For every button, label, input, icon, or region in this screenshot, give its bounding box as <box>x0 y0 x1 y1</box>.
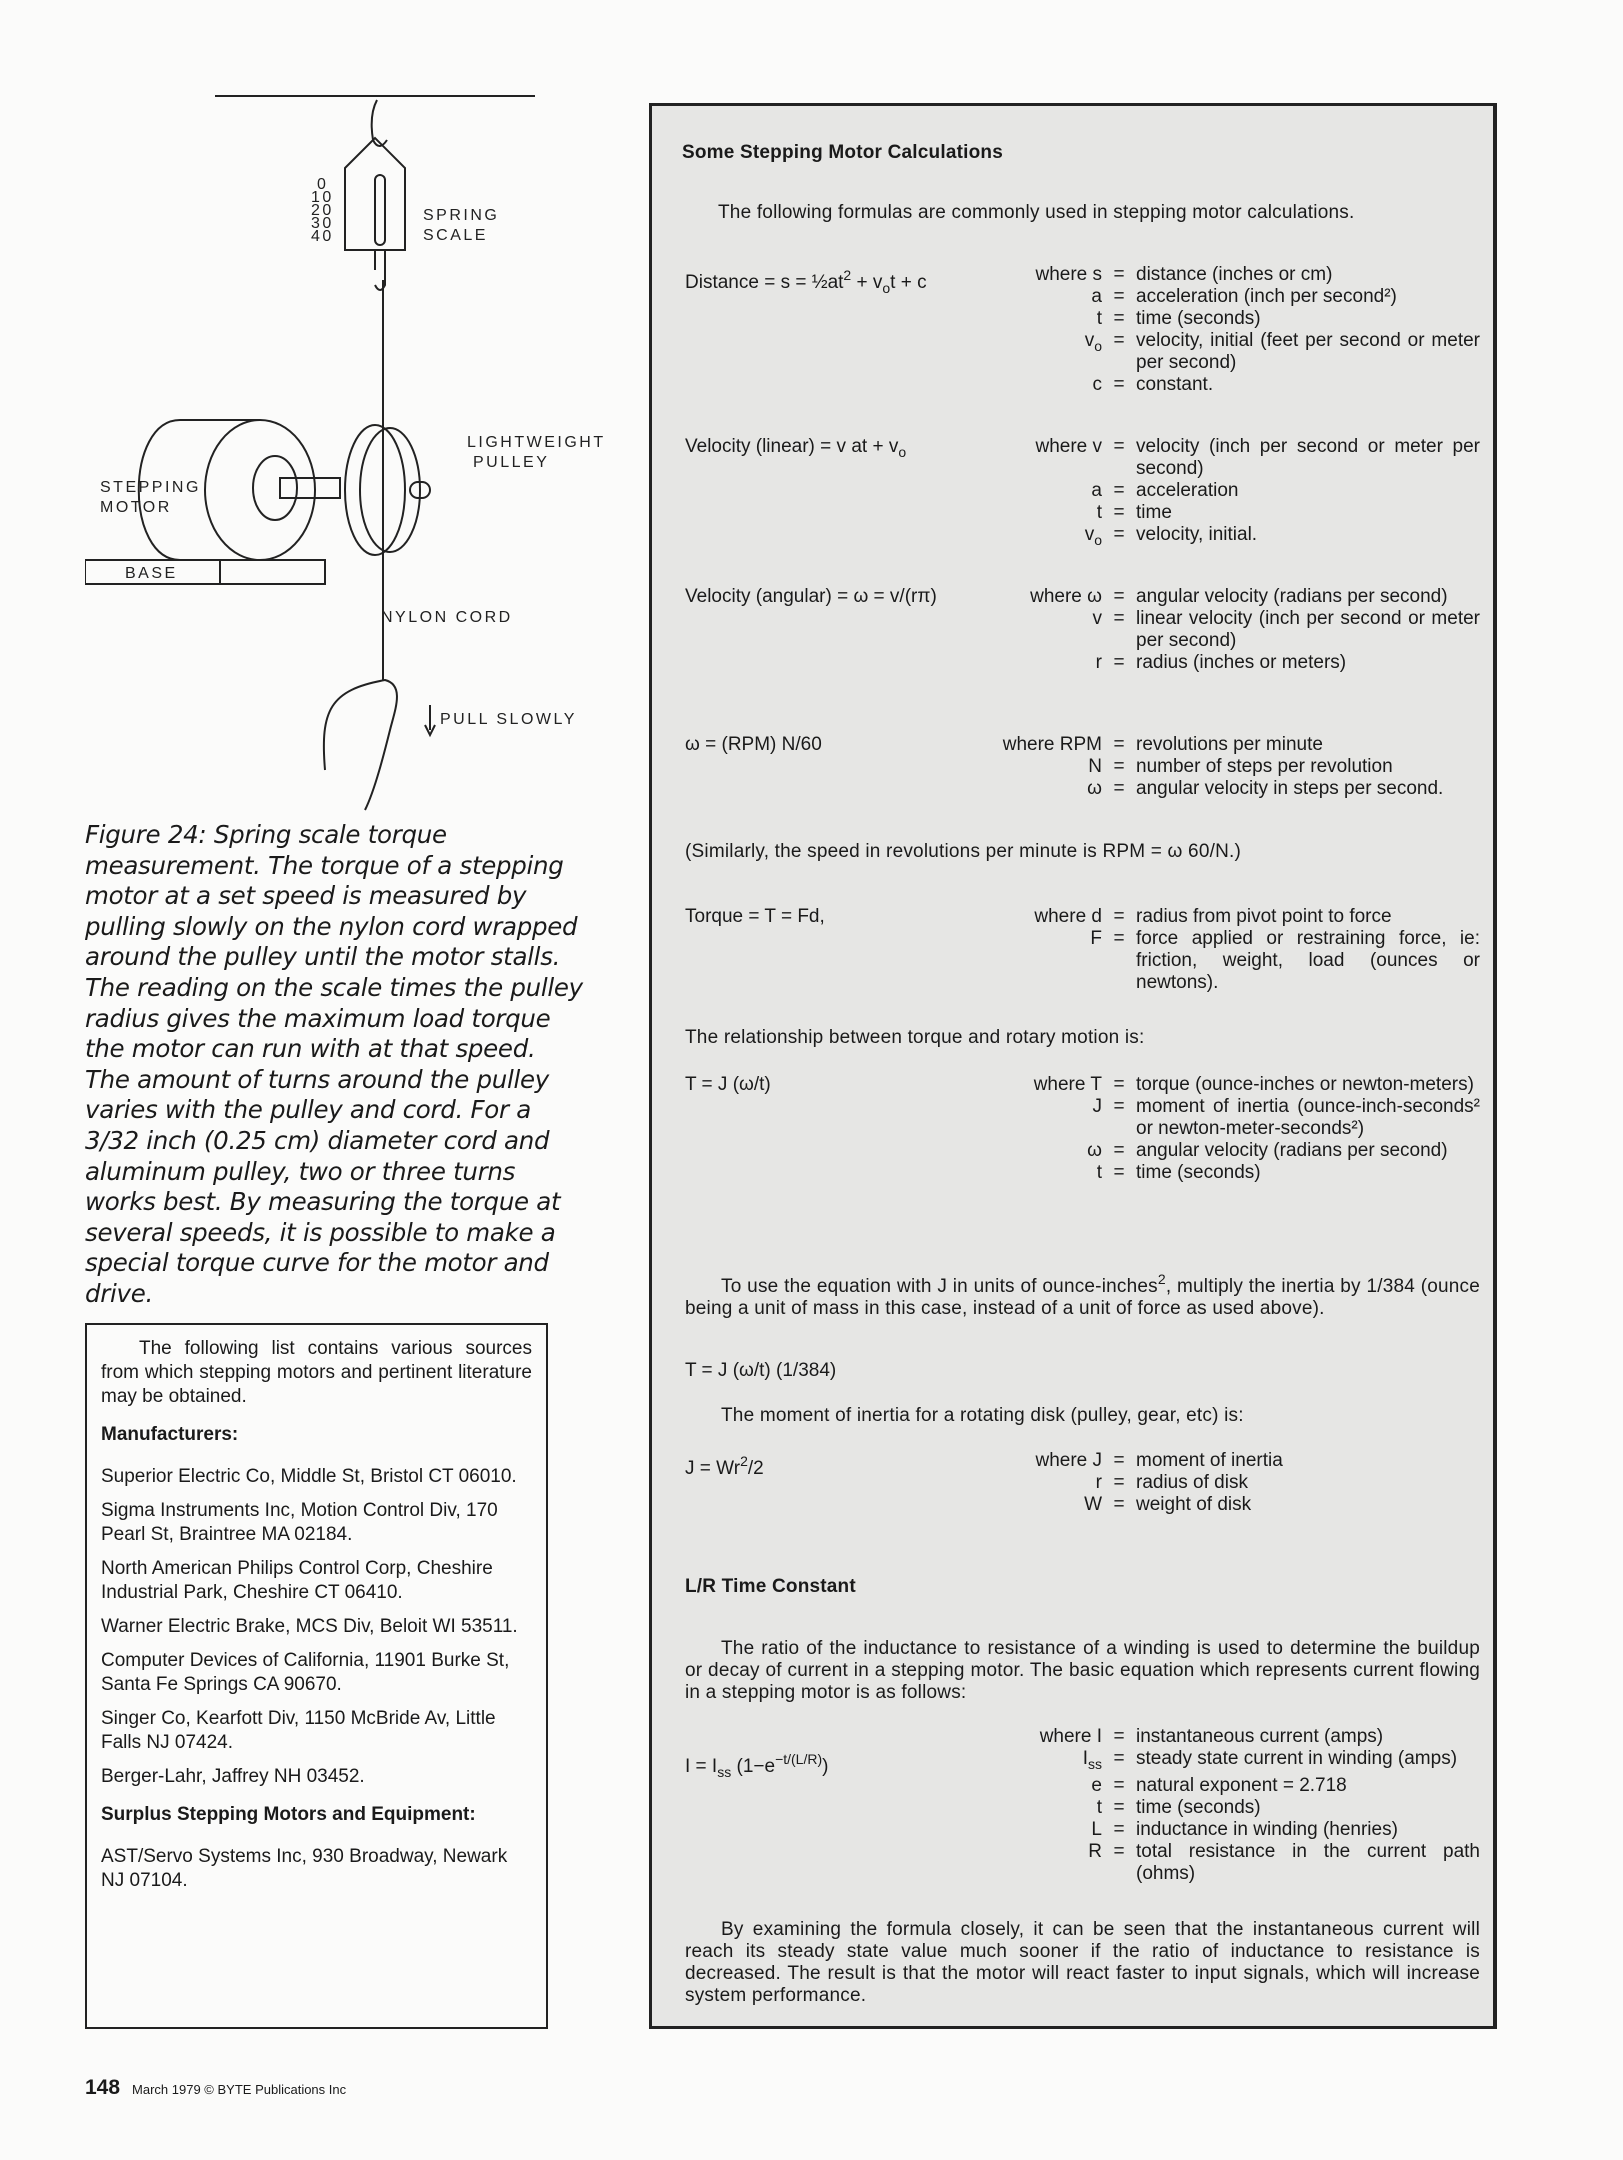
label-base: BASE <box>125 565 178 582</box>
variable <box>872 652 1102 674</box>
formula-text: Velocity (linear) = v at + v <box>685 436 899 457</box>
variable <box>872 330 1102 374</box>
formula <box>685 1074 771 1096</box>
formula-text: a <box>1091 480 1102 501</box>
equals-sign: = <box>1113 1472 1125 1493</box>
formula-text: ω = (RPM) N/60 <box>685 734 822 755</box>
formula-text: ω <box>1087 1140 1102 1161</box>
formula-text: v <box>1092 608 1102 629</box>
variable <box>872 1748 1102 1775</box>
page-footer <box>85 2076 346 2100</box>
similarly-note: (Similarly, the speed in revolutions per minute is RPM = ω 60/N.) <box>685 841 1241 862</box>
variable <box>872 778 1102 800</box>
relationship-text: The relationship between torque and rotary motion is: <box>685 1027 1145 1048</box>
formula <box>685 1450 764 1480</box>
superscript: 2 <box>843 267 852 283</box>
variable <box>872 374 1102 396</box>
equals-sign: = <box>1113 1726 1125 1747</box>
manufacturers-list <box>101 1465 532 1789</box>
equals-sign: = <box>1113 330 1125 351</box>
manufacturer-entry: Sigma Instruments Inc, Motion Control Div, 170 Pearl St, Braintree MA 02184. <box>101 1500 498 1545</box>
variable <box>872 1494 1102 1516</box>
equals-sign: = <box>1113 480 1125 501</box>
panel-title: Some Stepping Motor Calculations <box>682 142 1003 163</box>
formula-text: T = J (ω/t) <box>685 1074 771 1095</box>
equals-sign: = <box>1113 308 1125 329</box>
sources-intro: The following list contains various sources from which stepping motors and pertinent literature may be obtained. <box>101 1338 532 1407</box>
calculations-panel <box>649 103 1497 2029</box>
subscript: o <box>882 280 891 296</box>
equals-sign: = <box>1113 1140 1125 1161</box>
variable-definitions <box>872 1726 1480 1885</box>
moment-text: The moment of inertia for a rotating disk (pulley, gear, etc) is: <box>721 1405 1244 1426</box>
label-pull-slowly: PULL SLOWLY <box>440 711 577 728</box>
variable <box>872 1819 1102 1841</box>
variable-description: angular velocity (radians per second) <box>1136 1140 1448 1161</box>
formula <box>685 1360 836 1382</box>
manufacturer-entry: Computer Devices of California, 11901 Burke St, Santa Fe Springs CA 90670. <box>101 1650 510 1695</box>
equals-sign: = <box>1113 524 1125 545</box>
variable-description: acceleration <box>1136 480 1239 501</box>
copyright: March 1979 © BYTE Publications Inc <box>132 2082 347 2097</box>
formula-text: where I <box>1039 1726 1102 1747</box>
formula-text: where J <box>1035 1450 1102 1471</box>
scale-tick: 10 <box>311 189 334 206</box>
equals-sign: = <box>1113 1096 1125 1117</box>
label-lightweight: LIGHTWEIGHT <box>467 434 606 451</box>
formula-text: , multiply the inertia by 1/384 (ounce being a unit of mass in this case, instead of a unit of force as used above). <box>685 1276 1481 1319</box>
variable <box>872 608 1102 652</box>
scale-tick: 0 <box>317 176 329 193</box>
variable-description: natural exponent = 2.718 <box>1136 1775 1347 1796</box>
subscript: o <box>1094 338 1102 354</box>
subscript: ss <box>1088 1756 1102 1772</box>
variable <box>872 1450 1102 1472</box>
sources-box <box>85 1323 548 2029</box>
variable-description: time (seconds) <box>1136 1162 1261 1183</box>
variable <box>872 1096 1102 1140</box>
variable-description: steady state current in winding (amps) <box>1136 1748 1458 1769</box>
manufacturer-entry: North American Philips Control Corp, Cheshire Industrial Park, Cheshire CT 06410. <box>101 1558 493 1603</box>
variable <box>872 1841 1102 1885</box>
variable <box>872 1726 1102 1748</box>
hand-icon <box>324 680 397 810</box>
equals-sign: = <box>1113 586 1125 607</box>
variable <box>872 756 1102 778</box>
equals-sign: = <box>1113 756 1125 777</box>
label-pulley: PULLEY <box>473 454 550 471</box>
formula-text: where ω <box>1030 586 1102 607</box>
equals-sign: = <box>1113 502 1125 523</box>
panel-intro: The following formulas are commonly used in stepping motor calculations. <box>718 202 1355 223</box>
superscript: −t/(L/R) <box>775 1751 823 1767</box>
equals-sign: = <box>1113 264 1125 285</box>
variable-description: force applied or restraining force, ie: friction, weight, load (ounces or newtons). <box>1136 928 1480 993</box>
formula <box>685 734 822 756</box>
variable-description: radius from pivot point to force <box>1136 906 1392 927</box>
equals-sign: = <box>1113 652 1125 673</box>
formula-text: where v <box>1035 436 1102 457</box>
formula-text: N <box>1088 756 1102 777</box>
examining-text: By examining the formula closely, it can be seen that the instantaneous current will reach its steady state value much sooner if the ratio of inductance to resistance is decreased. The result is that the motor will react faster to input signals, which will increase system performance. <box>685 1919 1480 2006</box>
variable-definitions <box>872 436 1480 551</box>
ounce-inches-note <box>685 1268 1480 1320</box>
formula-text: v <box>1084 524 1095 545</box>
variable <box>872 906 1102 928</box>
variable-description: time (seconds) <box>1136 1797 1261 1818</box>
manufacturer-entry: Singer Co, Kearfott Div, 1150 McBride Av, Little Falls NJ 07424. <box>101 1708 496 1753</box>
variable-description: velocity, initial. <box>1136 524 1258 545</box>
formula-text: J = Wr <box>685 1458 741 1479</box>
superscript: 2 <box>1157 1271 1166 1287</box>
variable-description: time (seconds) <box>1136 308 1261 329</box>
variable-description: linear velocity (inch per second or meter per second) <box>1136 608 1480 651</box>
formula-text: I <box>1082 1748 1088 1769</box>
equals-sign: = <box>1113 906 1125 927</box>
formula-text: Velocity (angular) = ω = v/(rπ) <box>685 586 937 607</box>
formula-text: Distance = s = ½at <box>685 272 844 293</box>
variable-description: torque (ounce-inches or newton-meters) <box>1136 1074 1474 1095</box>
variable-description: velocity, initial (feet per second or meter per second) <box>1136 330 1480 373</box>
variable <box>872 1775 1102 1797</box>
variable <box>872 502 1102 524</box>
formula-text: (1−e <box>731 1756 776 1777</box>
variable-description: moment of inertia (ounce-inch-seconds² or newton-meter-seconds²) <box>1136 1096 1480 1139</box>
formula-text: W <box>1084 1494 1102 1515</box>
subscript: o <box>898 444 907 460</box>
formula-text: Torque = T = Fd, <box>685 906 825 927</box>
variable <box>872 586 1102 608</box>
label-spring: SPRING <box>423 207 500 224</box>
variable-description: velocity (inch per second or meter per second) <box>1136 436 1480 479</box>
variable <box>872 1472 1102 1494</box>
equals-sign: = <box>1113 1841 1125 1862</box>
lr-heading: L/R Time Constant <box>685 1576 856 1597</box>
equals-sign: = <box>1113 1494 1125 1515</box>
formula-text: where RPM <box>1002 734 1102 755</box>
page-number: 148 <box>85 2076 121 2099</box>
variable <box>872 436 1102 480</box>
scale-tick: 20 <box>311 202 334 219</box>
ratio-text: The ratio of the inductance to resistance of a winding is used to determine the buildup or decay of current in a stepping motor. The basic equation which represents current flowing in a stepping motor is as follows: <box>685 1638 1480 1703</box>
superscript: 2 <box>740 1453 748 1469</box>
formula-text: r <box>1095 652 1102 673</box>
variable <box>872 286 1102 308</box>
equals-sign: = <box>1113 286 1125 307</box>
manufacturer-entry: Superior Electric Co, Middle St, Bristol CT 06010. <box>101 1466 517 1487</box>
variable-definitions <box>872 906 1480 994</box>
formula-text: + v <box>851 272 883 293</box>
variable-description: moment of inertia <box>1136 1450 1283 1471</box>
scale-tick: 30 <box>311 215 334 232</box>
manufacturers-heading: Manufacturers: <box>101 1424 239 1445</box>
subscript: ss <box>717 1764 732 1780</box>
formula-text: R <box>1088 1841 1102 1862</box>
formula-text: t <box>1096 1162 1102 1183</box>
surplus-list <box>101 1845 532 1893</box>
variable-description: weight of disk <box>1136 1494 1252 1515</box>
variable-description: radius (inches or meters) <box>1136 652 1347 673</box>
variable-description: constant. <box>1136 374 1214 395</box>
equals-sign: = <box>1113 436 1125 457</box>
equals-sign: = <box>1113 1775 1125 1796</box>
formula-text: J <box>1092 1096 1102 1117</box>
formula-text: F <box>1090 928 1102 949</box>
manufacturer-entry: Berger-Lahr, Jaffrey NH 03452. <box>101 1766 365 1787</box>
variable-description: angular velocity (radians per second) <box>1136 586 1448 607</box>
formula-text: ω <box>1087 778 1102 799</box>
formula-text: To use the equation with J in units of ounce-inches <box>721 1276 1158 1297</box>
variable-definitions <box>872 734 1480 800</box>
variable-definitions <box>872 586 1480 674</box>
manufacturer-entry: Warner Electric Brake, MCS Div, Beloit WI 53511. <box>101 1616 518 1637</box>
formula <box>685 906 825 928</box>
equals-sign: = <box>1113 1819 1125 1840</box>
surplus-entry: AST/Servo Systems Inc, 930 Broadway, Newark NJ 07104. <box>101 1846 508 1891</box>
label-stepping: STEPPING <box>100 479 201 496</box>
label-nylon-cord: NYLON CORD <box>381 609 513 626</box>
formula-text: where s <box>1035 264 1102 285</box>
variable <box>872 1074 1102 1096</box>
equals-sign: = <box>1113 1162 1125 1183</box>
formula-text: t + c <box>890 272 927 293</box>
variable <box>872 524 1102 551</box>
formula-text: a <box>1091 286 1102 307</box>
variable <box>872 1797 1102 1819</box>
variable <box>872 264 1102 286</box>
equals-sign: = <box>1113 374 1125 395</box>
equals-sign: = <box>1113 778 1125 799</box>
variable <box>872 928 1102 994</box>
formula-text: ) <box>822 1756 829 1777</box>
equals-sign: = <box>1113 928 1125 949</box>
variable-definitions <box>872 264 1480 396</box>
variable-description: radius of disk <box>1136 1472 1248 1493</box>
formula-text: t <box>1096 1797 1102 1818</box>
variable-description: distance (inches or cm) <box>1136 264 1333 285</box>
figure-caption: Figure 24: Spring scale torque measurement. The torque of a stepping motor at a set speed is measured by pulling slowly on the nylon cord wrapped around the pulley until the motor stalls. The reading on the scale times the pulley radius gives the maximum load torque the motor can run with at that speed. The amount of turns around the pulley varies with the pulley and cord. For a 3/32 inch (0.25 cm) diameter cord and aluminum pulley, two or three turns works best. By measuring the torque at several speeds, it is possible to make a special torque curve for the motor and drive. <box>85 820 583 1308</box>
variable <box>872 1162 1102 1184</box>
variable-description: time <box>1136 502 1172 523</box>
equals-sign: = <box>1113 1074 1125 1095</box>
variable-description: angular velocity in steps per second. <box>1136 778 1444 799</box>
formula-text: v <box>1084 330 1095 351</box>
label-motor: MOTOR <box>100 499 172 516</box>
formula-text: I = I <box>685 1756 718 1777</box>
formula-text: where T <box>1033 1074 1102 1095</box>
variable <box>872 308 1102 330</box>
variable-definitions <box>872 1450 1480 1516</box>
variable-description: number of steps per revolution <box>1136 756 1393 777</box>
variable-description: acceleration (inch per second²) <box>1136 286 1397 307</box>
variable-description: inductance in winding (henries) <box>1136 1819 1398 1840</box>
formula-text: L <box>1091 1819 1102 1840</box>
equals-sign: = <box>1113 1748 1125 1769</box>
base <box>85 560 325 584</box>
formula <box>685 1748 828 1783</box>
formula-text: c <box>1092 374 1102 395</box>
variable <box>872 734 1102 756</box>
equals-sign: = <box>1113 1450 1125 1471</box>
scale-tick: 40 <box>311 228 334 245</box>
formula-text: t <box>1096 308 1102 329</box>
equals-sign: = <box>1113 1797 1125 1818</box>
variable <box>872 480 1102 502</box>
formula-text: T = J (ω/t) (1/384) <box>685 1360 837 1381</box>
equals-sign: = <box>1113 608 1125 629</box>
label-scale: SCALE <box>423 227 488 244</box>
spring-scale-figure <box>85 90 645 820</box>
equals-sign: = <box>1113 734 1125 755</box>
variable-definitions <box>872 1074 1480 1184</box>
formula-text: where d <box>1034 906 1102 927</box>
subscript: o <box>1094 532 1102 548</box>
variable-description: total resistance in the current path (ohms) <box>1136 1841 1480 1884</box>
variable-description: revolutions per minute <box>1136 734 1323 755</box>
formula-text: /2 <box>747 1458 764 1479</box>
surplus-heading: Surplus Stepping Motors and Equipment: <box>101 1804 476 1825</box>
formula-text: t <box>1096 502 1102 523</box>
variable-description: instantaneous current (amps) <box>1136 1726 1384 1747</box>
variable <box>872 1140 1102 1162</box>
formula-text: e <box>1091 1775 1102 1796</box>
formula-text: r <box>1095 1472 1102 1493</box>
